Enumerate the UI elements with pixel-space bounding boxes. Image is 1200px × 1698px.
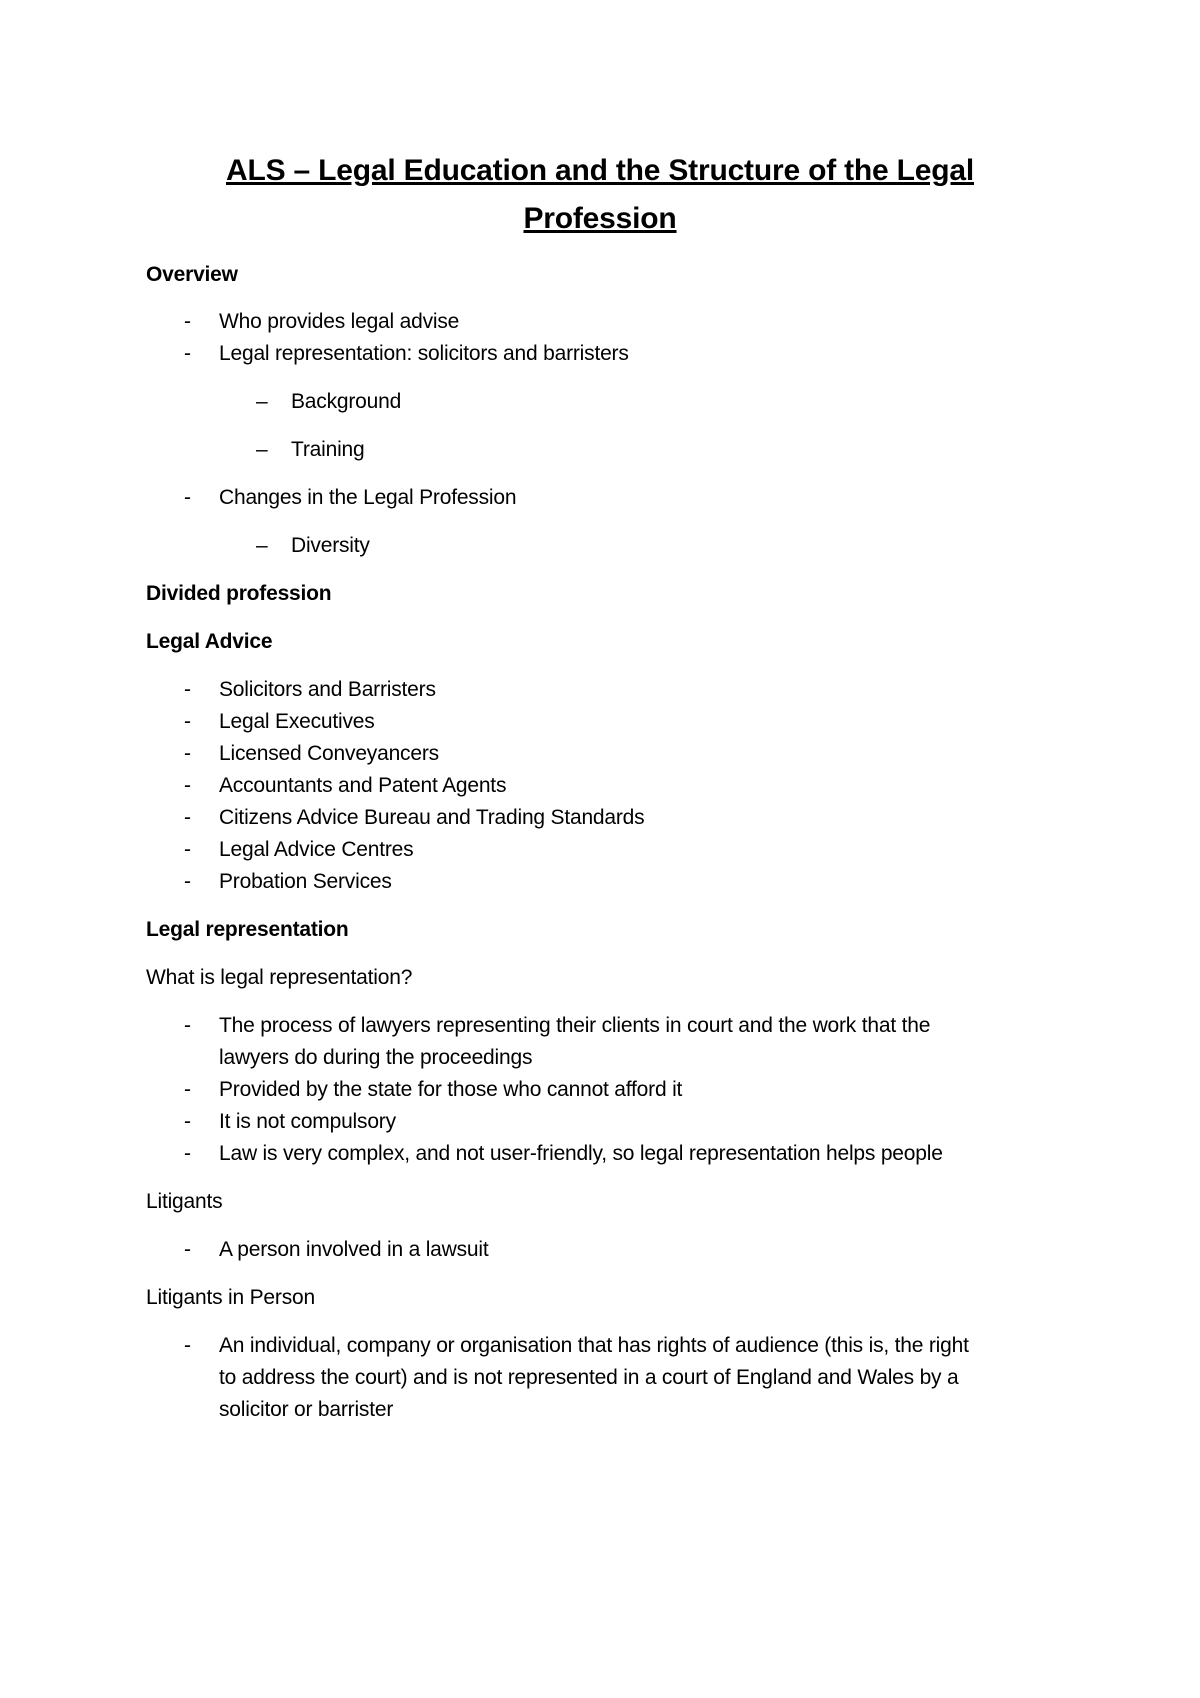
bullet-dash: - (184, 1334, 191, 1357)
legal-advice-heading: Legal Advice (146, 630, 273, 653)
overview-item: Changes in the Legal Profession (219, 486, 517, 509)
legal-advice-item: Probation Services (219, 870, 392, 893)
bullet-dash: - (184, 838, 191, 861)
overview-item: Legal representation: solicitors and barristers (219, 342, 629, 365)
bullet-dash: - (184, 486, 191, 509)
bullet-dash: - (184, 806, 191, 829)
legal-representation-item: It is not compulsory (219, 1110, 396, 1133)
legal-advice-item: Legal Executives (219, 710, 375, 733)
overview-subitem: Diversity (291, 534, 370, 557)
bullet-dash: - (184, 310, 191, 333)
sub-bullet-dash: – (256, 534, 268, 557)
bullet-dash: - (184, 1238, 191, 1261)
legal-representation-heading: Legal representation (146, 918, 349, 941)
bullet-dash: - (184, 774, 191, 797)
divided-profession-heading: Divided profession (146, 582, 332, 605)
bullet-dash: - (184, 742, 191, 765)
bullet-dash: - (184, 678, 191, 701)
bullet-dash: - (184, 1142, 191, 1165)
overview-heading: Overview (146, 263, 238, 286)
bullet-dash: - (184, 1078, 191, 1101)
legal-representation-item: The process of lawyers representing their clients in court and the work that the (219, 1014, 931, 1037)
legal-representation-item-continuation: lawyers do during the proceedings (219, 1046, 533, 1069)
legal-representation-item: Provided by the state for those who cannot afford it (219, 1078, 683, 1101)
sub-bullet-dash: – (256, 438, 268, 461)
legal-representation-item: Law is very complex, and not user-friendly, so legal representation helps people (219, 1142, 943, 1165)
litigants-in-person-heading: Litigants in Person (146, 1286, 315, 1309)
legal-representation-question: What is legal representation? (146, 966, 413, 989)
litigants-item: A person involved in a lawsuit (219, 1238, 489, 1261)
litigants-heading: Litigants (146, 1190, 223, 1213)
overview-subitem: Background (291, 390, 402, 413)
legal-advice-item: Solicitors and Barristers (219, 678, 436, 701)
sub-bullet-dash: – (256, 390, 268, 413)
legal-advice-item: Citizens Advice Bureau and Trading Standards (219, 806, 645, 829)
overview-item: Who provides legal advise (219, 310, 460, 333)
litigants-in-person-item-continuation: to address the court) and is not represented in a court of England and Wales by a (219, 1366, 959, 1389)
document-title-line-1: ALS – Legal Education and the Structure of the Legal (225, 154, 975, 187)
litigants-in-person-item: An individual, company or organisation that has rights of audience (this is, the right (219, 1334, 969, 1357)
legal-advice-item: Accountants and Patent Agents (219, 774, 507, 797)
litigants-in-person-item-continuation: solicitor or barrister (219, 1398, 394, 1421)
bullet-dash: - (184, 870, 191, 893)
bullet-dash: - (184, 1110, 191, 1133)
legal-advice-item: Licensed Conveyancers (219, 742, 439, 765)
overview-subitem: Training (291, 438, 365, 461)
bullet-dash: - (184, 342, 191, 365)
legal-advice-item: Legal Advice Centres (219, 838, 414, 861)
document-title-line-2: Profession (523, 202, 677, 235)
bullet-dash: - (184, 1014, 191, 1037)
bullet-dash: - (184, 710, 191, 733)
